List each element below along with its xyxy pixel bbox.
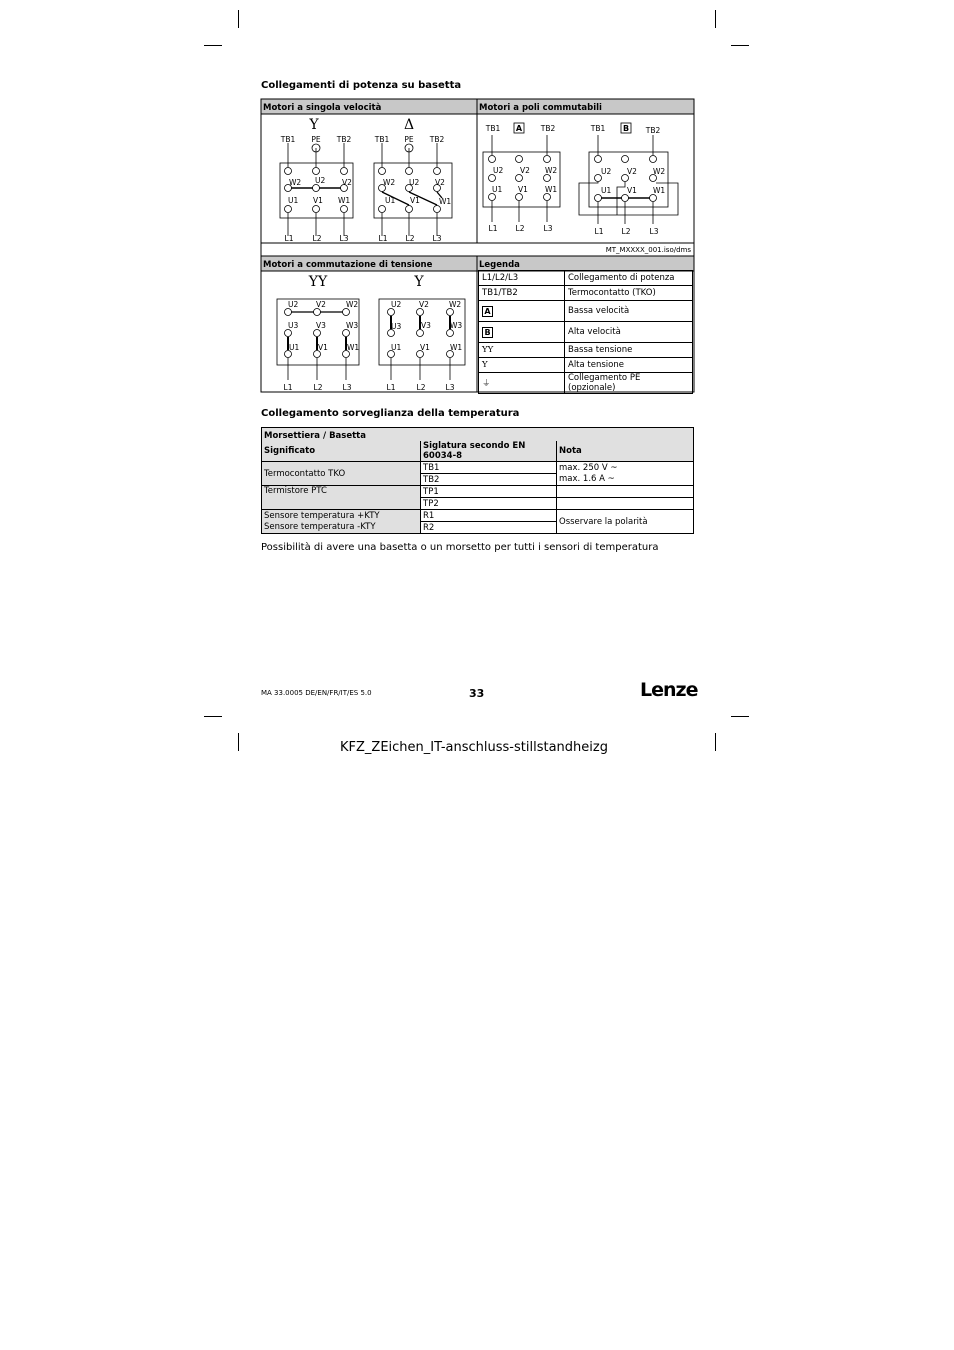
- label-l3: L3: [445, 383, 455, 392]
- label-u1: U1: [492, 185, 503, 194]
- legend-key: TB1/TB2: [479, 286, 565, 301]
- label-u1: U1: [385, 196, 396, 205]
- label-v2: V2: [419, 300, 429, 309]
- crop-mark: [715, 733, 716, 751]
- label-tb2: TB2: [336, 135, 352, 144]
- legend-key: Y: [479, 358, 565, 373]
- legend-row: [479, 358, 693, 373]
- document-code: MA 33.0005 DE/EN/FR/IT/ES 5.0: [261, 689, 372, 697]
- label-tb1: TB1: [590, 124, 606, 133]
- label-u2: U2: [493, 166, 504, 175]
- label-l1: L1: [284, 234, 294, 243]
- legend-value: Collegamento PE (opzionale): [565, 373, 693, 394]
- label-l1: L1: [386, 383, 396, 392]
- label-l2: L2: [416, 383, 426, 392]
- section-title-temperature: Collegamento sorveglianza della temperatura: [261, 408, 520, 419]
- page-number: 33: [469, 687, 485, 700]
- label-u2: U2: [391, 300, 402, 309]
- table-cell: R2: [421, 522, 557, 534]
- label-w3: W3: [450, 321, 463, 330]
- low-voltage-connection-diagram: [277, 299, 359, 380]
- label-l2: L2: [313, 383, 323, 392]
- label-l2: L2: [405, 234, 415, 243]
- section-title-power: Collegamenti di potenza su basetta: [261, 80, 462, 91]
- label-l1: L1: [283, 383, 293, 392]
- high-voltage-symbol: Y: [414, 274, 424, 290]
- high-speed-marker: B: [622, 124, 630, 133]
- legend-value: Termocontatto (TKO): [565, 286, 693, 301]
- label-v1: V1: [318, 343, 328, 352]
- label-w2: W2: [653, 167, 666, 176]
- table-cell: TB1: [421, 462, 557, 474]
- table-cell: Osservare la polarità: [557, 510, 694, 534]
- label-l2: L2: [515, 224, 525, 233]
- legend-row: [479, 322, 693, 343]
- label-w1: W1: [653, 186, 666, 195]
- row-label: Termistore PTC: [262, 486, 421, 510]
- high-speed-marker: B: [482, 327, 493, 338]
- low-speed-marker: A: [482, 306, 493, 317]
- label-u1: U1: [391, 343, 402, 352]
- table-cell: TB2: [421, 474, 557, 486]
- diagram-reference: MT_MXXXX_001.iso/dms: [605, 246, 691, 254]
- label-u1: U1: [288, 196, 299, 205]
- legend-row: [479, 373, 693, 394]
- column-header: Nota: [557, 441, 694, 462]
- label-v1: V1: [420, 343, 430, 352]
- label-u2: U2: [409, 178, 420, 187]
- label-u3: U3: [391, 322, 402, 331]
- table-row: [262, 510, 694, 522]
- table-cell: max. 250 V ~: [557, 462, 694, 474]
- label-l3: L3: [649, 227, 659, 236]
- label-tb2: TB2: [429, 135, 445, 144]
- label-tb2: TB2: [645, 126, 661, 135]
- label-l1: L1: [378, 234, 388, 243]
- row-label: Sensore temperatura -KTY: [262, 522, 421, 534]
- label-u2: U2: [601, 167, 612, 176]
- label-l1: L1: [594, 227, 604, 236]
- label-l1: L1: [488, 224, 498, 233]
- legend-key: L1/L2/L3: [479, 271, 565, 286]
- header-pole-changing: Motori a poli commutabili: [479, 103, 602, 113]
- label-v1: V1: [518, 185, 528, 194]
- high-speed-connection-diagram: [579, 135, 678, 224]
- star-symbol: Y: [309, 117, 319, 133]
- legend-row: [479, 286, 693, 301]
- label-tb1: TB1: [280, 135, 296, 144]
- label-l3: L3: [342, 383, 352, 392]
- crop-mark: [238, 10, 239, 28]
- crop-mark: [731, 716, 749, 717]
- label-u3: U3: [288, 321, 299, 330]
- label-pe: PE: [404, 135, 414, 144]
- header-single-speed: Motori a singola velocità: [263, 103, 382, 113]
- legend-row: [479, 271, 693, 286]
- label-pe: PE: [311, 135, 321, 144]
- label-w3: W3: [346, 321, 359, 330]
- table-cell: TP1: [421, 486, 557, 498]
- label-l3: L3: [543, 224, 553, 233]
- table-cell: max. 1.6 A ~: [557, 474, 694, 486]
- label-v1: V1: [313, 196, 323, 205]
- footnote: Possibilità di avere una basetta o un morsetto per tutti i sensori di temperatura: [261, 542, 659, 553]
- table-cell: R1: [421, 510, 557, 522]
- column-header: Significato: [262, 441, 421, 462]
- lenze-logo: Lenze: [640, 679, 698, 701]
- header-voltage-switching: Motori a commutazione di tensione: [263, 260, 433, 270]
- label-v2: V2: [435, 178, 445, 187]
- label-w2: W2: [383, 178, 396, 187]
- label-tb2: TB2: [540, 124, 556, 133]
- table-cell: [557, 498, 694, 510]
- label-u1: U1: [601, 186, 612, 195]
- label-v2: V2: [627, 167, 637, 176]
- table-cell: TP2: [421, 498, 557, 510]
- label-v3: V3: [316, 321, 326, 330]
- label-w1: W1: [545, 185, 558, 194]
- header-legend: Legenda: [479, 260, 520, 270]
- label-w1: W1: [450, 343, 463, 352]
- legend-value: Bassa velocità: [565, 301, 693, 322]
- table-title: Morsettiera / Basetta: [262, 428, 694, 442]
- label-w2: W2: [449, 300, 462, 309]
- crop-mark: [731, 45, 749, 46]
- legend-key: YY: [479, 343, 565, 358]
- legend-key: [479, 301, 565, 322]
- legend-value: Alta tensione: [565, 358, 693, 373]
- delta-symbol: Δ: [403, 117, 415, 133]
- low-speed-marker: A: [515, 124, 523, 133]
- crop-mark: [204, 45, 222, 46]
- label-v2: V2: [342, 178, 352, 187]
- label-w2: W2: [346, 300, 359, 309]
- label-l3: L3: [339, 234, 349, 243]
- table-cell: [557, 486, 694, 498]
- label-w1: W1: [439, 197, 452, 206]
- label-tb1: TB1: [374, 135, 390, 144]
- low-speed-connection-diagram: [483, 135, 560, 222]
- ground-icon: ⏚: [479, 373, 565, 394]
- legend-row: [479, 301, 693, 322]
- legend-table: [478, 270, 693, 394]
- temperature-monitoring-table: [261, 427, 694, 534]
- high-voltage-connection-diagram: [379, 299, 465, 380]
- label-w1: W1: [338, 196, 351, 205]
- image-caption: KFZ_ZEichen_IT-anschluss-stillstandheizg: [340, 740, 608, 755]
- label-l3: L3: [432, 234, 442, 243]
- label-v3: V3: [421, 321, 431, 330]
- label-v2: V2: [520, 166, 530, 175]
- label-u2: U2: [315, 176, 326, 185]
- legend-value: Collegamento di potenza: [565, 271, 693, 286]
- low-voltage-symbol: YY: [308, 274, 328, 290]
- label-v2: V2: [316, 300, 326, 309]
- label-l2: L2: [621, 227, 631, 236]
- label-w1: W1: [347, 343, 360, 352]
- legend-value: Alta velocità: [565, 322, 693, 343]
- label-w2: W2: [289, 178, 302, 187]
- legend-row: [479, 343, 693, 358]
- crop-mark: [715, 10, 716, 28]
- legend-value: Bassa tensione: [565, 343, 693, 358]
- label-u1: U1: [289, 343, 300, 352]
- row-label: Sensore temperatura +KTY: [262, 510, 421, 522]
- label-v1: V1: [627, 186, 637, 195]
- legend-key: [479, 322, 565, 343]
- delta-connection-diagram: [374, 143, 452, 236]
- row-label: Termocontatto TKO: [262, 462, 421, 486]
- label-w2: W2: [545, 166, 558, 175]
- crop-mark: [238, 733, 239, 751]
- table-row: [262, 486, 694, 498]
- label-tb1: TB1: [485, 124, 501, 133]
- label-v1: V1: [410, 196, 420, 205]
- table-row: [262, 462, 694, 474]
- star-connection-diagram: [280, 143, 353, 236]
- crop-mark: [204, 716, 222, 717]
- column-header: Siglatura secondo EN 60034-8: [421, 441, 557, 462]
- label-l2: L2: [312, 234, 322, 243]
- label-u2: U2: [288, 300, 299, 309]
